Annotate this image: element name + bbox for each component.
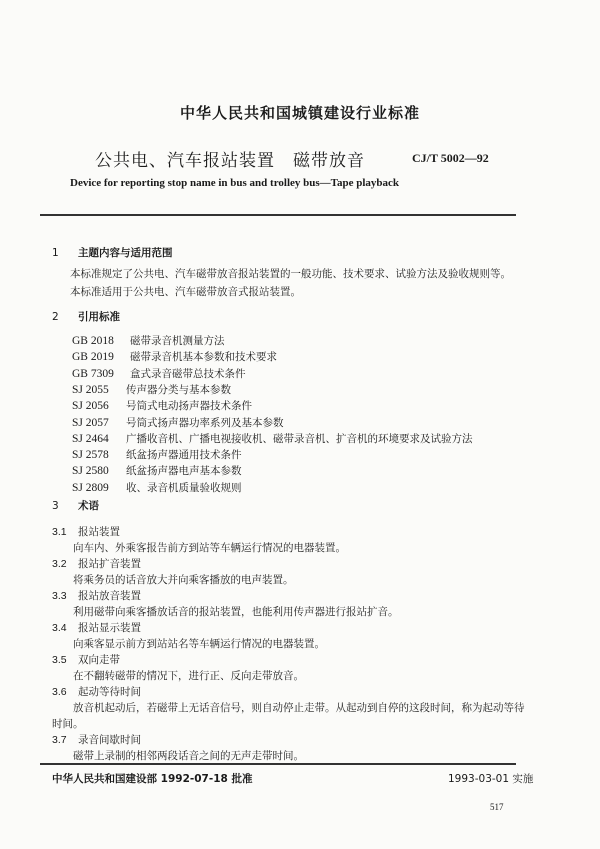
reference-code: SJ 2055 (72, 383, 109, 396)
term-definition: 磁带上录制的相邻两段话音之间的无声走带时间。 (73, 750, 304, 762)
term-heading (52, 524, 120, 539)
term-heading (52, 556, 141, 571)
english-title: Device for reporting stop name in bus and trolley bus—Tape playback (70, 177, 400, 189)
term-title: 报站装置 (78, 526, 120, 538)
effective-date: 1993-03-01 实施 (448, 773, 534, 785)
document-title: 公共电、汽车报站装置 磁带放音 (95, 151, 365, 171)
term-heading (52, 588, 141, 603)
standard-code: CJ/T 5002—92 (412, 151, 489, 165)
section-1-heading (52, 245, 173, 260)
term-title: 录音间歇时间 (78, 734, 141, 746)
term-definition: 将乘务员的话音放大并向乘客播放的电声装置。 (73, 574, 294, 586)
reference-name: 磁带录音机基本参数和技术要求 (130, 351, 277, 364)
term-title: 报站显示装置 (78, 622, 141, 634)
term-heading (52, 620, 141, 635)
reference-name: 盒式录音磁带总技术条件 (130, 367, 246, 380)
term-number: 3.5 (52, 654, 67, 666)
term-title: 报站放音装置 (78, 590, 141, 602)
section-number: 3 (52, 500, 59, 512)
reference-name: 传声器分类与基本参数 (126, 383, 231, 396)
issuer-heading: 中华人民共和国城镇建设行业标准 (179, 104, 420, 122)
reference-code: GB 7309 (72, 367, 114, 380)
reference-item (72, 431, 473, 446)
section-title: 主题内容与适用范围 (78, 247, 173, 259)
term-definition: 在不翻转磁带的情况下，进行正、反向走带放音。 (73, 670, 304, 682)
reference-item (72, 415, 284, 430)
reference-item (72, 447, 242, 462)
section-title: 引用标准 (78, 311, 120, 323)
header-divider (40, 214, 516, 216)
reference-item (72, 366, 246, 381)
section-title: 术语 (78, 500, 99, 512)
term-number: 3.1 (52, 526, 67, 538)
page-number: 517 (490, 802, 504, 812)
term-definition: 利用磁带向乘客播放话音的报站装置，也能利用传声器进行报站扩音。 (73, 606, 399, 618)
reference-name: 收、录音机质量验收规则 (126, 481, 242, 494)
term-definition: 向乘客显示前方到站站名等车辆运行情况的电器装置。 (73, 638, 325, 650)
reference-code: SJ 2057 (72, 416, 109, 429)
reference-item (72, 349, 277, 364)
reference-item (72, 398, 252, 413)
reference-name: 纸盆扬声器电声基本参数 (126, 465, 242, 478)
reference-item (72, 480, 242, 495)
approval-date: 中华人民共和国建设部 1992-07-18 批准 (52, 773, 253, 785)
term-definition-continued: 时间。 (52, 718, 84, 730)
reference-code: SJ 2056 (72, 400, 109, 413)
reference-code: SJ 2580 (72, 465, 109, 478)
reference-name: 号筒式扬声器功率系列及基本参数 (126, 416, 284, 429)
reference-name: 号筒式电动扬声器技术条件 (126, 400, 252, 413)
term-number: 3.6 (52, 686, 67, 698)
reference-code: GB 2019 (72, 351, 114, 364)
footer-divider (40, 763, 516, 765)
term-title: 双向走带 (78, 654, 120, 666)
section-2-heading (52, 309, 120, 324)
term-definition: 放音机起动后，若磁带上无话音信号，则自动停止走带。从起动到自停的这段时间，称为起动等待 (73, 702, 525, 714)
reference-item (72, 382, 231, 397)
reference-item (72, 463, 242, 478)
term-title: 报站扩音装置 (78, 558, 141, 570)
term-number: 3.4 (52, 622, 67, 634)
reference-name: 广播收音机、广播电视接收机、磁带录音机、扩音机的环境要求及试验方法 (126, 432, 473, 445)
reference-code: SJ 2464 (72, 432, 109, 445)
reference-name: 磁带录音机测量方法 (130, 335, 225, 347)
reference-name: 纸盆扬声器通用技术条件 (126, 449, 242, 462)
term-definition: 向车内、外乘客报告前方到站等车辆运行情况的电器装置。 (73, 542, 346, 554)
term-heading (52, 652, 120, 667)
section-number: 2 (52, 311, 59, 323)
section-3-heading (52, 498, 99, 513)
paragraph: 本标准适用于公共电、汽车磁带放音式报站装置。 (70, 286, 301, 298)
reference-code: SJ 2809 (72, 481, 109, 494)
reference-code: SJ 2578 (72, 449, 109, 462)
paragraph: 本标准规定了公共电、汽车磁带放音报站装置的一般功能、技术要求、试验方法及验收规则等。 (70, 268, 511, 280)
section-number: 1 (52, 247, 59, 259)
term-title: 起动等待时间 (78, 686, 141, 698)
term-number: 3.3 (52, 590, 67, 602)
reference-code: GB 2018 (72, 335, 114, 347)
term-heading (52, 684, 141, 699)
term-heading (52, 732, 141, 747)
term-number: 3.7 (52, 734, 67, 746)
term-number: 3.2 (52, 558, 67, 570)
reference-item (72, 333, 225, 348)
